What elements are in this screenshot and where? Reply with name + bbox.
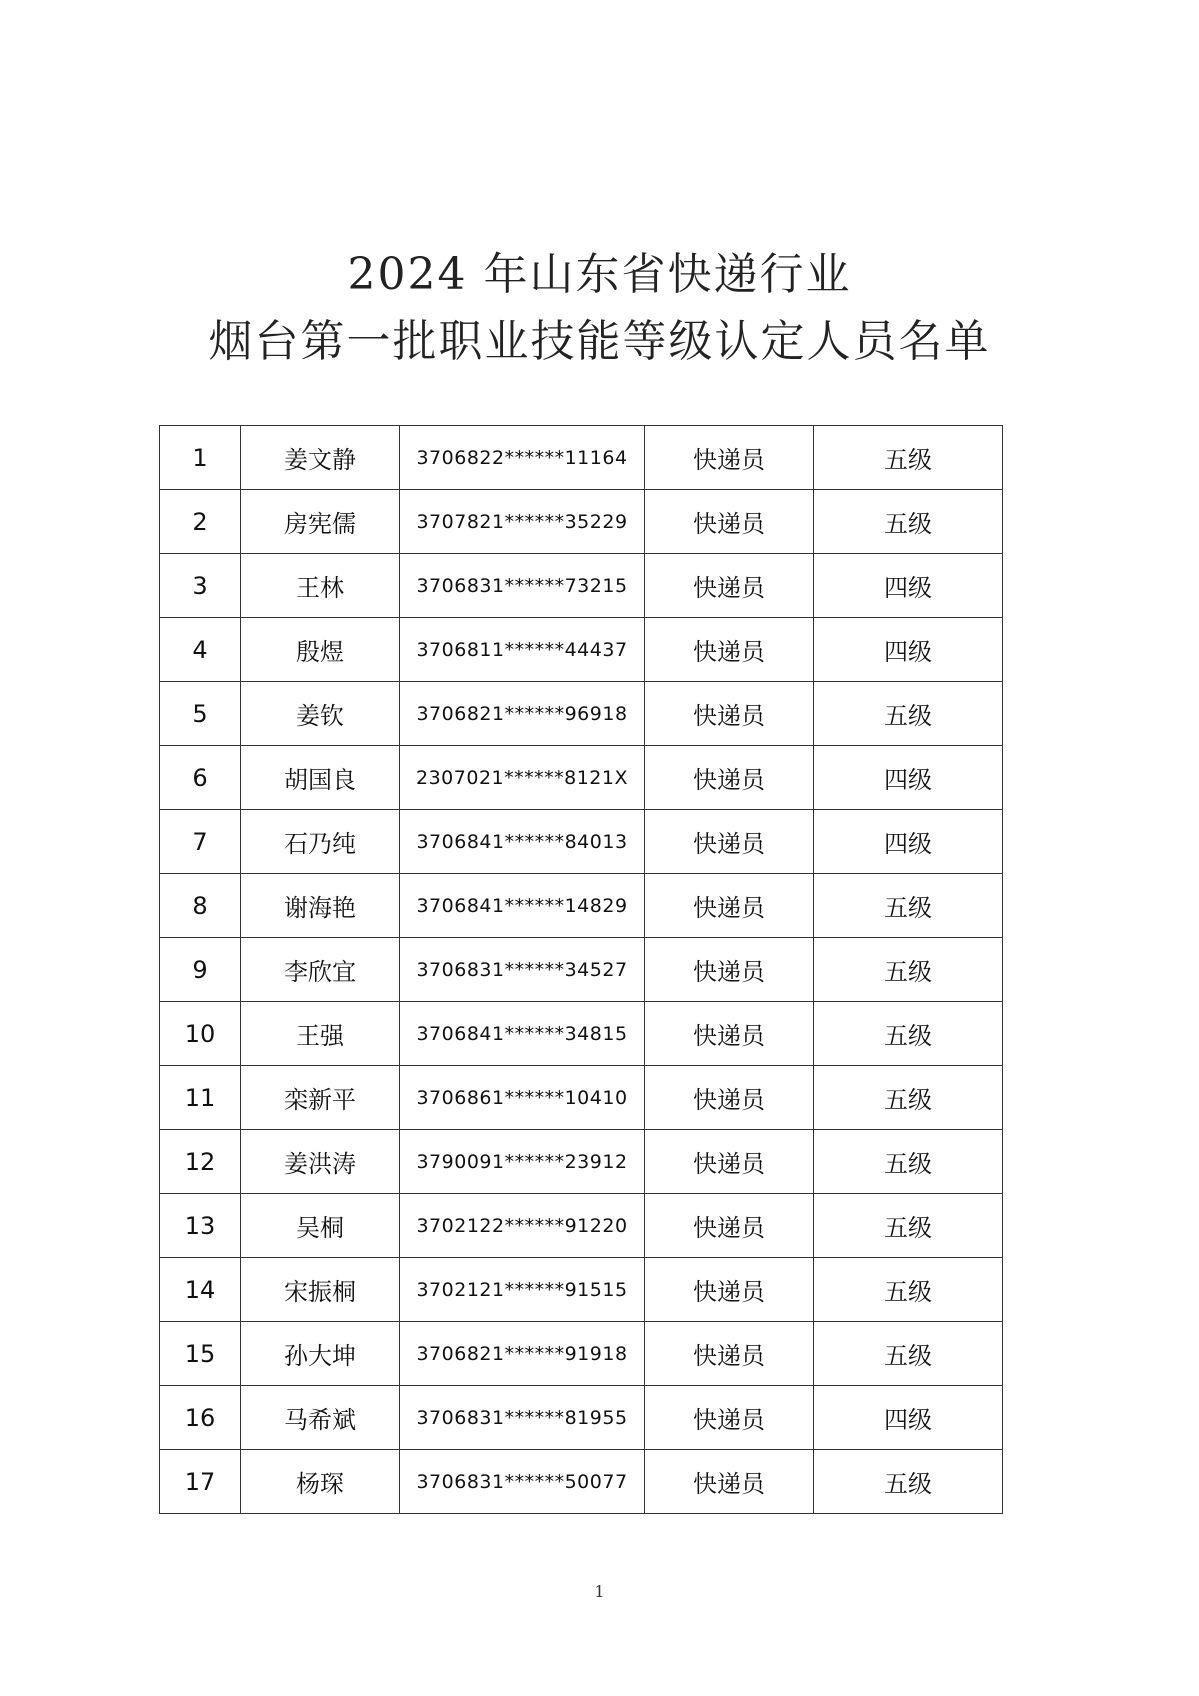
cell-name: 胡国良 (241, 746, 400, 810)
roster-table-body (160, 426, 1003, 1514)
table-row (160, 1386, 1003, 1450)
cell-name: 李欣宜 (241, 938, 400, 1002)
cell-id-number: 3706811******44437 (400, 618, 645, 682)
cell-level: 四级 (814, 618, 1003, 682)
cell-name: 杨琛 (241, 1450, 400, 1514)
table-row (160, 1066, 1003, 1130)
cell-occupation: 快递员 (645, 426, 814, 490)
cell-id-number: 3706841******84013 (400, 810, 645, 874)
cell-occupation: 快递员 (645, 1450, 814, 1514)
cell-name: 王林 (241, 554, 400, 618)
cell-level: 四级 (814, 1386, 1003, 1450)
cell-id-number: 3706841******14829 (400, 874, 645, 938)
cell-id-number: 3706822******11164 (400, 426, 645, 490)
cell-id-number: 3706831******50077 (400, 1450, 645, 1514)
table-row (160, 618, 1003, 682)
cell-number: 12 (160, 1130, 241, 1194)
cell-number: 5 (160, 682, 241, 746)
cell-occupation: 快递员 (645, 1386, 814, 1450)
table-row (160, 746, 1003, 810)
cell-name: 殷煜 (241, 618, 400, 682)
cell-name: 吴桐 (241, 1194, 400, 1258)
table-row (160, 810, 1003, 874)
table-row (160, 874, 1003, 938)
cell-level: 五级 (814, 1450, 1003, 1514)
cell-level: 五级 (814, 874, 1003, 938)
table-row (160, 490, 1003, 554)
cell-number: 13 (160, 1194, 241, 1258)
cell-number: 9 (160, 938, 241, 1002)
table-row (160, 554, 1003, 618)
document-title-line2: 烟台第一批职业技能等级认定人员名单 (208, 316, 991, 367)
cell-level: 五级 (814, 1258, 1003, 1322)
cell-level: 五级 (814, 938, 1003, 1002)
cell-level: 五级 (814, 1130, 1003, 1194)
cell-occupation: 快递员 (645, 1066, 814, 1130)
cell-number: 11 (160, 1066, 241, 1130)
table-row (160, 426, 1003, 490)
cell-occupation: 快递员 (645, 1130, 814, 1194)
cell-name: 栾新平 (241, 1066, 400, 1130)
table-row (160, 1002, 1003, 1066)
cell-name: 姜文静 (241, 426, 400, 490)
document-title-line1: 2024 年山东省快递行业 (347, 249, 852, 300)
cell-name: 谢海艳 (241, 874, 400, 938)
table-row (160, 1258, 1003, 1322)
cell-occupation: 快递员 (645, 490, 814, 554)
cell-name: 宋振桐 (241, 1258, 400, 1322)
cell-number: 1 (160, 426, 241, 490)
cell-occupation: 快递员 (645, 1002, 814, 1066)
cell-number: 16 (160, 1386, 241, 1450)
cell-name: 王强 (241, 1002, 400, 1066)
cell-level: 五级 (814, 490, 1003, 554)
cell-level: 五级 (814, 1002, 1003, 1066)
cell-name: 马希斌 (241, 1386, 400, 1450)
cell-level: 四级 (814, 554, 1003, 618)
cell-occupation: 快递员 (645, 746, 814, 810)
cell-id-number: 3706831******34527 (400, 938, 645, 1002)
cell-occupation: 快递员 (645, 618, 814, 682)
cell-name: 石乃纯 (241, 810, 400, 874)
table-row (160, 1194, 1003, 1258)
cell-level: 五级 (814, 1194, 1003, 1258)
cell-number: 4 (160, 618, 241, 682)
cell-id-number: 3706821******96918 (400, 682, 645, 746)
cell-level: 四级 (814, 746, 1003, 810)
cell-name: 姜钦 (241, 682, 400, 746)
cell-level: 五级 (814, 1322, 1003, 1386)
cell-occupation: 快递员 (645, 1194, 814, 1258)
cell-name: 姜洪涛 (241, 1130, 400, 1194)
table-row (160, 682, 1003, 746)
cell-level: 五级 (814, 682, 1003, 746)
cell-occupation: 快递员 (645, 1258, 814, 1322)
cell-number: 10 (160, 1002, 241, 1066)
cell-id-number: 3706831******73215 (400, 554, 645, 618)
cell-level: 五级 (814, 426, 1003, 490)
cell-number: 7 (160, 810, 241, 874)
roster-table (159, 425, 1003, 1514)
page-number: 1 (594, 1582, 605, 1601)
cell-number: 14 (160, 1258, 241, 1322)
cell-number: 17 (160, 1450, 241, 1514)
table-row (160, 1322, 1003, 1386)
cell-number: 6 (160, 746, 241, 810)
cell-id-number: 3790091******23912 (400, 1130, 645, 1194)
cell-occupation: 快递员 (645, 810, 814, 874)
cell-occupation: 快递员 (645, 682, 814, 746)
cell-occupation: 快递员 (645, 938, 814, 1002)
cell-occupation: 快递员 (645, 874, 814, 938)
cell-number: 3 (160, 554, 241, 618)
cell-id-number: 3706821******91918 (400, 1322, 645, 1386)
cell-id-number: 3707821******35229 (400, 490, 645, 554)
cell-id-number: 3702122******91220 (400, 1194, 645, 1258)
cell-level: 五级 (814, 1066, 1003, 1130)
table-row (160, 1450, 1003, 1514)
cell-id-number: 2307021******8121X (400, 746, 645, 810)
cell-name: 孙大坤 (241, 1322, 400, 1386)
cell-occupation: 快递员 (645, 554, 814, 618)
table-row (160, 1130, 1003, 1194)
cell-number: 2 (160, 490, 241, 554)
cell-id-number: 3706861******10410 (400, 1066, 645, 1130)
cell-name: 房宪儒 (241, 490, 400, 554)
cell-number: 8 (160, 874, 241, 938)
cell-number: 15 (160, 1322, 241, 1386)
cell-id-number: 3706841******34815 (400, 1002, 645, 1066)
cell-id-number: 3702121******91515 (400, 1258, 645, 1322)
cell-id-number: 3706831******81955 (400, 1386, 645, 1450)
cell-occupation: 快递员 (645, 1322, 814, 1386)
cell-level: 四级 (814, 810, 1003, 874)
table-row (160, 938, 1003, 1002)
